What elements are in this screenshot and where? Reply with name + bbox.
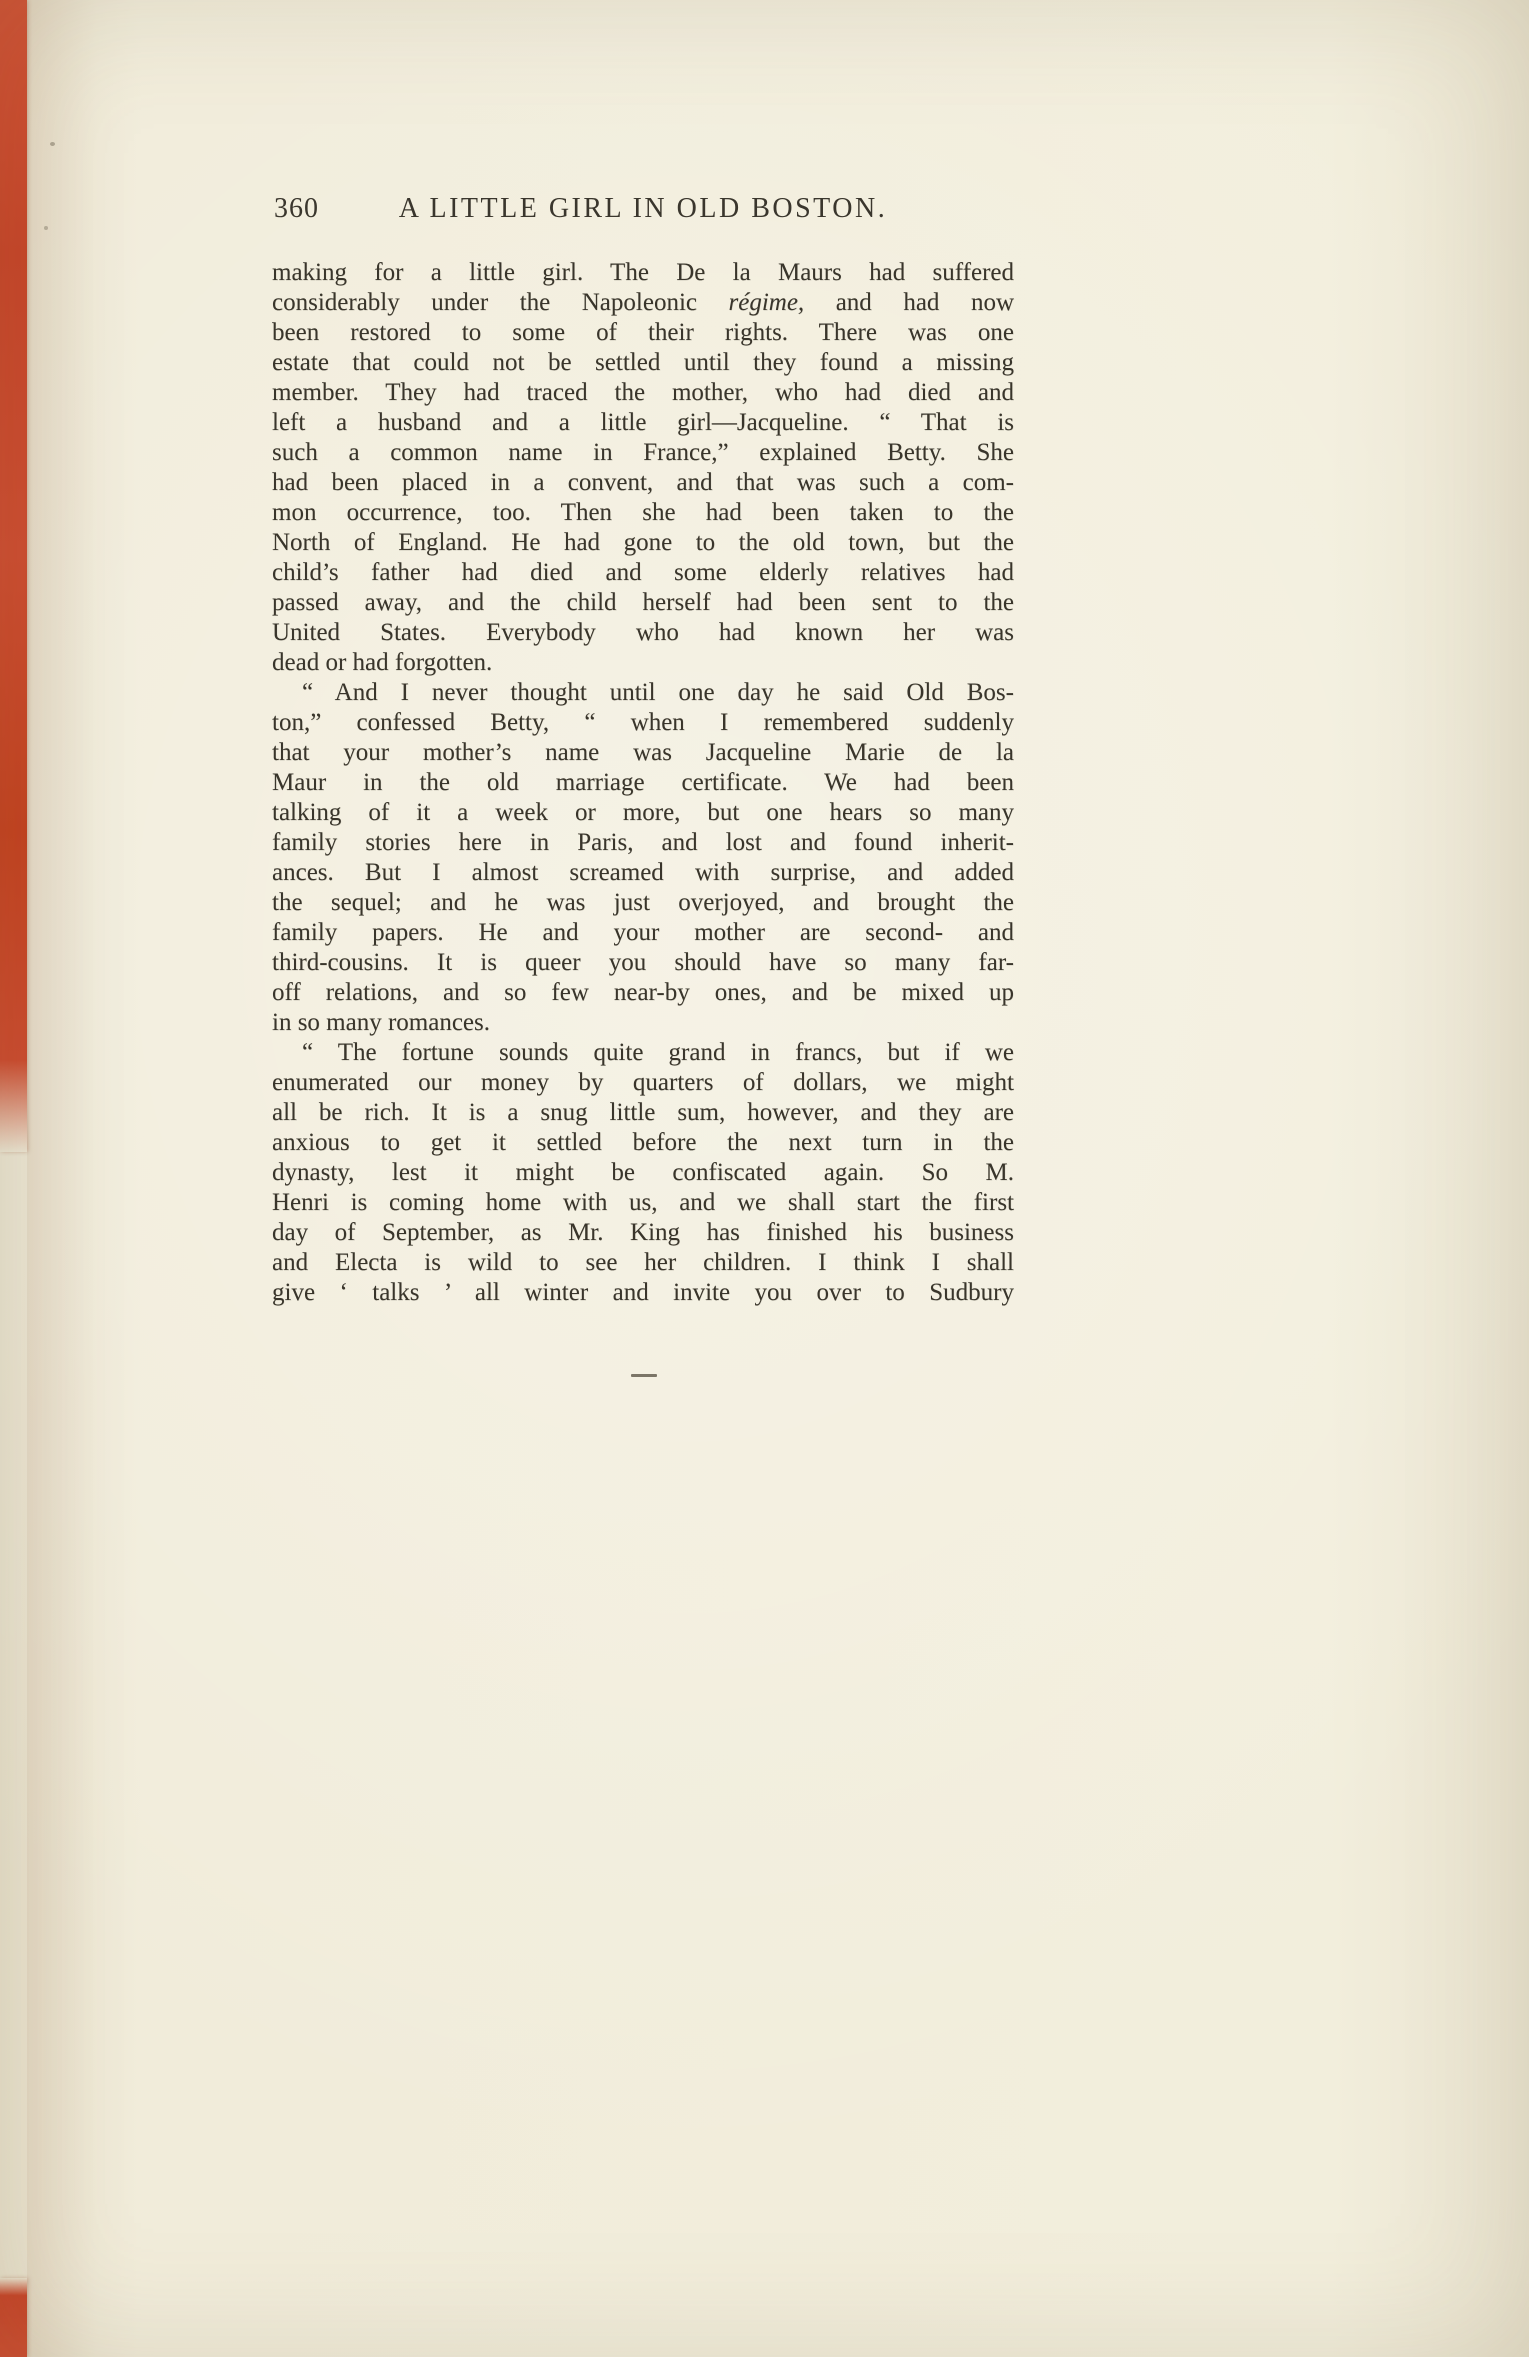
paragraph (272, 678, 1014, 1038)
text-line: United States. Everybody who had known her was (272, 619, 1014, 646)
text-line: off relations, and so few near-by ones, and be mixed up (272, 979, 1014, 1006)
binding-red-strip-bottom (0, 2278, 27, 2357)
text-line: day of September, as Mr. King has finished his business (272, 1219, 1014, 1246)
running-title: A LITTLE GIRL IN OLD BOSTON. (398, 193, 888, 224)
text-line: estate that could not be settled until they found a missing (272, 349, 1014, 376)
text-line: all be rich. It is a snug little sum, however, and they are (272, 1099, 1014, 1126)
text-line: North of England. He had gone to the old town, but the (272, 529, 1014, 556)
text-line: ances. But I almost screamed with surprise, and added (272, 859, 1014, 886)
text-line: give ‘ talks ’ all winter and invite you over to Sudbury (272, 1279, 1014, 1306)
text-line: Henri is coming home with us, and we shall start the first (272, 1189, 1014, 1216)
italic-text: régime, (728, 289, 805, 316)
text-line: anxious to get it settled before the next turn in the (272, 1129, 1014, 1156)
text-line: that your mother’s name was Jacqueline Marie de la (272, 739, 1014, 766)
text-line: left a husband and a little girl—Jacqueline. “ That is (272, 409, 1014, 436)
printers-dash-mark (631, 1374, 657, 1377)
text-line: family papers. He and your mother are second- and (272, 919, 1014, 946)
text-line: Maur in the old marriage certificate. We had been (272, 769, 1014, 796)
text-line: dynasty, lest it might be confiscated again. So M. (272, 1159, 1014, 1186)
text-segment: considerably under the Napoleonic (272, 289, 729, 316)
text-line: making for a little girl. The De la Maurs had suffered (272, 259, 1014, 286)
text-line: “ The fortune sounds quite grand in francs, but if we (302, 1039, 1014, 1066)
page-content (272, 192, 1014, 1308)
text-line: ton,” confessed Betty, “ when I remembered suddenly (272, 709, 1014, 736)
text-line: mon occurrence, too. Then she had been taken to the (272, 499, 1014, 526)
page-number: 360 (274, 193, 319, 224)
text-line: had been placed in a convent, and that was such a com- (272, 469, 1014, 496)
paragraph (272, 1038, 1014, 1308)
text-segment: and had now (804, 289, 1014, 316)
text-line: third-cousins. It is queer you should have so many far- (272, 949, 1014, 976)
text-line: such a common name in France,” explained Betty. She (272, 439, 1014, 466)
text-line (272, 288, 1014, 318)
text-line: talking of it a week or more, but one hears so many (272, 799, 1014, 826)
scan-speck (44, 226, 48, 230)
text-line: passed away, and the child herself had been sent to the (272, 589, 1014, 616)
text-line: enumerated our money by quarters of dollars, we might (272, 1069, 1014, 1096)
text-block (272, 258, 1014, 1308)
text-line: dead or had forgotten. (272, 649, 493, 676)
text-line: member. They had traced the mother, who had died and (272, 379, 1014, 406)
text-line: child’s father had died and some elderly relatives had (272, 559, 1014, 586)
scan-speck (50, 142, 55, 146)
text-line: been restored to some of their rights. There was one (272, 319, 1014, 346)
page-header (272, 192, 1014, 228)
text-line: and Electa is wild to see her children. I think I shall (272, 1249, 1014, 1276)
text-line: “ And I never thought until one day he said Old Bos- (302, 679, 1014, 706)
text-line: the sequel; and he was just overjoyed, and brought the (272, 889, 1014, 916)
paragraph (272, 258, 1014, 678)
text-line: in so many romances. (272, 1009, 491, 1036)
text-line: family stories here in Paris, and lost and found inherit- (272, 829, 1014, 856)
binding-red-strip-top (0, 0, 27, 1152)
